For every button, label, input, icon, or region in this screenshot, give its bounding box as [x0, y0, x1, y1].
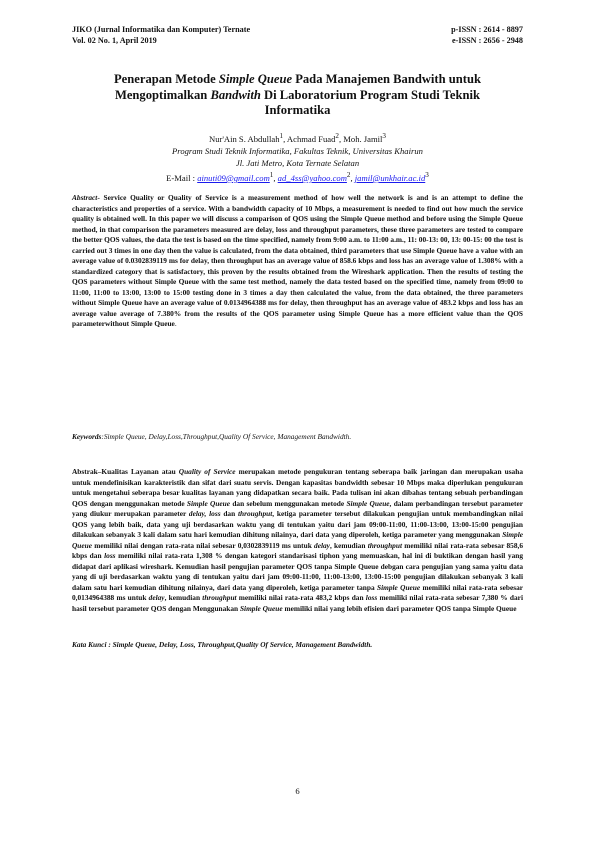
abstrak-italic-run: delay	[148, 593, 165, 602]
abstrak-italic-run: delay	[314, 540, 330, 550]
abstrak-run: memiliki nilai rata-rata sebesar 858,6 kbps dan	[72, 540, 524, 560]
abstrak-run: merupakan metode pengukuran tentang seberapa baik jaringan dan merupakan usaha untuk mendefinisikan karakteristik dan sifat dari suatu servis. Dengan kapasitas bandwidth sebesar 10 Mbps maka diperlukan pengukuran untuk mengetahui seberapa besar kualitas layanan yang didapatkan secara baik. Pada tulisan ini akan dibahas tentang sebuah perbandingan QOS dengan menggunakan metode	[72, 467, 523, 508]
keywords-text: :Simple Queue, Delay,Loss,Throughput,Quality Of Service, Management Bandwidth.	[101, 432, 352, 441]
abstrak-italic-run: delay, loss	[188, 509, 221, 518]
paper-title	[72, 72, 523, 119]
title-part: Pada Manajemen Bandwith untuk	[292, 72, 481, 86]
title-part: Mengoptimalkan	[114, 87, 211, 102]
email-2-sup: 2	[346, 170, 351, 179]
author-1: Nur'Ain S. Abdullah	[208, 133, 280, 144]
abstrak-italic-run: Simple Queue	[346, 498, 390, 508]
abstract-end: .	[174, 319, 177, 328]
abstrak-italic-run: throughput	[202, 593, 237, 602]
author-2: , Achmad Fuad	[283, 133, 336, 144]
header-right	[451, 24, 523, 46]
abstrak-run: memiliki nilai yang lebih efisien dari parameter QOS tanpa Simple Queue	[282, 603, 517, 613]
abstrak-label: Abstrak	[72, 467, 98, 476]
eissn: e-ISSN : 2656 - 2948	[452, 36, 523, 45]
abstrak-run: memiliki nilai rata-rata 483,2 kbps dan	[236, 593, 366, 602]
abstract-english	[72, 193, 523, 330]
title-part-italic: Simple Queue	[218, 72, 293, 86]
pissn: p-ISSN : 2614 - 8897	[451, 25, 523, 34]
header-left	[72, 24, 250, 46]
abstrak-italic-run: throughput	[237, 509, 273, 518]
page-number: 6	[295, 786, 300, 796]
journal-name: JIKO (Jurnal Informatika dan Komputer) Ternate	[72, 25, 251, 34]
abstrak-italic-run: Simple Queue	[72, 530, 523, 550]
abstrak-text	[72, 467, 523, 613]
abstrak-run: memiliki nilai dengan rata-rata nilai sebesar 0,0302839119 ms untuk	[92, 540, 315, 550]
keywords-english	[72, 432, 523, 443]
abstrak-run: dan	[220, 509, 238, 518]
abstrak-italic-run: loss	[104, 551, 116, 560]
title-part: Penerapan Metode	[113, 72, 219, 86]
title-part: Informatika	[264, 103, 331, 117]
title-part: Di Laboratorium Program Studi Teknik	[260, 87, 481, 102]
abstract-label: Abstract	[72, 193, 98, 202]
abstrak-run: memiliki nilai rata-rata sebesar 0,0134964388 ms untuk	[72, 582, 523, 602]
address: Jl. Jati Metro, Kota Ternate Selatan	[235, 157, 360, 168]
abstrak-italic-run: Simple Queue	[239, 603, 283, 613]
abstrak-run: memiliki nilai rata-rata 1,308 % dengan kategori standarisasi tiphon yang memuaskan, hal ini di buktikan dengan hasil yang didapat dari aplikasi wireshark. Kemudian hasil pengujian parameter QOS tanpa Simple Queue debgan cara pengujian yang sama yaitu data yang di uji berdasarkan waktu yang di tentukan yaitu dari jam 09:00-11:00, 11:00-13:00, 13:00-15:00 pengujian dilakukan sebanyak 3 kali dalam satu hari kemudian dihitung nilainya, dari data yang diperoleh, ketiga parameter tanpa	[72, 551, 523, 592]
abstrak-run: dan sebelum menggunakan metode	[230, 498, 347, 508]
abstrak-italic-run: loss	[365, 593, 378, 602]
abstract-text: - Service Quality or Quality of Service is a measurement method of how well the network is and is an attempt to define the characteristics and properties of a service. With a bandwidth capacity of 10 Mbps, a measurement is needed to find out how much the service quality is obtained well. In this paper we will discuss a comparison of QOS using the Simple Queue method and before using the Simple Queue method, in that comparison the parameters measured are delay, loss and throughput parameters, these three parameters are tested to compare the better QOS values, the data the test is based on the time specified, namely from 9:00 a.m. to 11:00 a.m., 11: 00-13: 00, 13: 00-15: 00 the test is carried out 3 times in one day then the value is calculated, from the data obtained, third parameters that use Simple Queue have a value with an average value of 0.0302839119 ms for delay, then throughput has an average value of 858.6 kbps and loss has an average value of 1.308% with a standardized category that is satisfactory, this proven by the results obtained from the Wireshark application. Then the results of testing the QOS parameters without Simple Queue with the same test method, namely the data tested based on the specified time, namely from 09:00 to 11:00, 11:00 to 13:00, 13:00 to 15:00 testing done in 3 times a day then calculated the value, from the data obtained, the three parameters without Simple Queue have an average value of 0.0134964388 ms for delay, then throughput has an average value of 483.2 kbps and loss has an average value average of 7.380% from the results of the QOS parameter using Simple Queue has a more efficient value than the QOS parameterwithout Simple Queue	[72, 193, 523, 328]
abstrak-run: , kemudian	[164, 593, 203, 602]
abstrak-italic-run: Simple Queue	[186, 498, 231, 508]
email-link-1[interactable]: ainuti09@gmail.com	[197, 172, 270, 183]
author-block	[72, 130, 523, 184]
abstrak-run: , dalam perbandingan tersebut parameter yang diukur merupakan parameter	[72, 498, 523, 518]
author-3-sup: 3	[382, 132, 386, 140]
author-3: , Moh. Jamil	[338, 133, 383, 144]
email-link-2[interactable]: ad_4ss@yahoo.com	[277, 172, 347, 183]
abstrak-run: , kemudian	[329, 540, 368, 550]
abstrak-run: –Kualitas Layanan atau	[97, 467, 179, 476]
email-label: E-Mail :	[166, 172, 196, 183]
author-names	[72, 130, 523, 145]
email-link-3[interactable]: jamil@unkhair.ac.id	[354, 172, 426, 183]
author-2-sup: 2	[335, 132, 339, 140]
abstrak-italic-run: Quality of Service	[178, 467, 236, 476]
affiliation: Program Studi Teknik Informatika, Fakultas Teknik, Universitas Khairun	[172, 145, 423, 156]
abstrak-run: memiliki nilai rata-rata sebesar 7,380 % dari hasil tersebut parameter QOS dengan Menggunakan	[72, 593, 523, 613]
keywords-indonesian: Kata Kunci : Simple Queue, Delay, Loss, Throughput,Quality Of Service, Management Bandwidth.	[72, 640, 373, 649]
email-3-sup: 3	[425, 170, 429, 179]
title-part-italic: Bandwith	[210, 87, 261, 102]
journal-volume: Vol. 02 No. 1, April 2019	[72, 36, 157, 45]
keywords-label: Keywords	[72, 432, 102, 441]
abstrak-run: , ketiga parameter tersebut dilakukan pengujian untuk membandingkan nilai QOS yang lebih baik, data yang uji berdasarkan waktu yang di tentukan yaitu dari jam 09:00-11:00, 11:00-13:00, 13:00-15:00 pengujian dilakukan sebanyak 3 kali dalam satu hari kemudian dihitung nilainya, dari data yang diperoleh, ketiga parameter yang menggunakan	[72, 509, 524, 539]
abstrak-italic-run: throughput	[367, 540, 402, 550]
abstract-indonesian	[72, 467, 523, 614]
email-1-sup: 1	[269, 170, 274, 179]
email-line: E-Mail : ainuti09@gmail.com$^1$, ad_4ss@yahoo.com$^2$, $jamil@unkhair.ac.id^3$	[166, 170, 429, 183]
abstrak-italic-run: Simple Queue	[377, 582, 421, 592]
author-1-sup: 1	[279, 132, 284, 140]
